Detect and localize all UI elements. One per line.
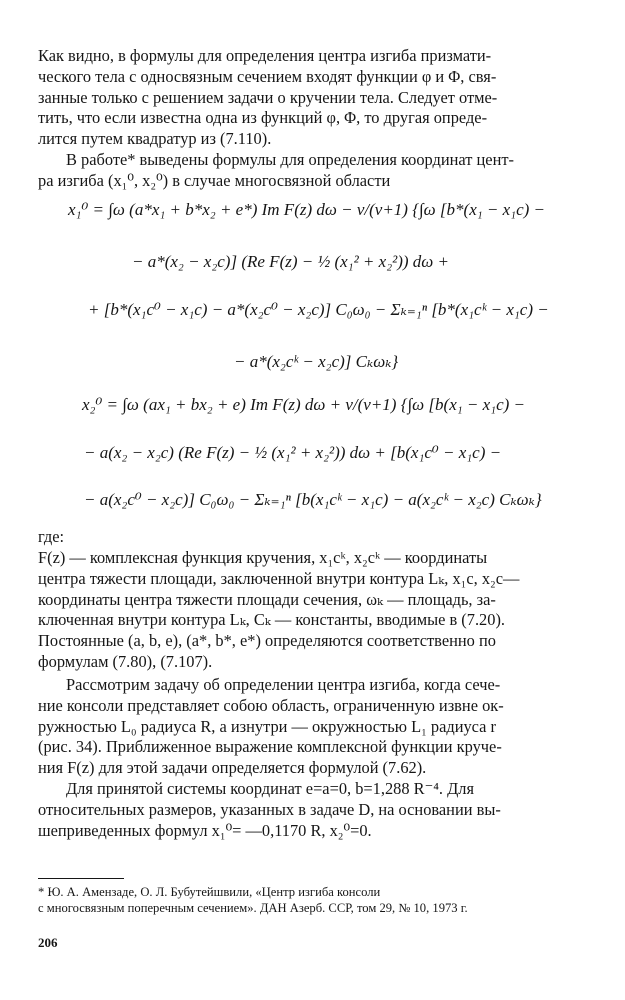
where-label: где: bbox=[38, 527, 65, 546]
text-line: (рис. 34). Приближенное выражение комплексной функции круче- bbox=[38, 737, 502, 757]
paragraph-1 bbox=[38, 46, 587, 150]
equation-x2-line-2: − a(x₂ − x₂c) (Re F(z) − ½ (x₁² + x₂²)) dω + [b(x₁c⁰ − x₁c) − bbox=[84, 443, 502, 462]
text-line: формулам (7.80), (7.107). bbox=[38, 651, 213, 671]
text-line: ческого тела с односвязным сечением входят функции φ и Φ, свя- bbox=[38, 66, 497, 86]
text-line: ключенная внутри контура Lₖ, Cₖ — константы, вводимые в (7.20). bbox=[38, 610, 506, 630]
text-line: ружностью L₀ радиуса R, а изнутри — окружностью L₁ радиуса r bbox=[38, 716, 496, 736]
text-line: ния F(z) для этой задачи определяется формулой (7.62). bbox=[38, 758, 427, 778]
text-line: тить, что если известна одна из функций φ, Φ, то другая опреде- bbox=[38, 108, 488, 128]
paragraph-4 bbox=[38, 675, 587, 779]
paragraph-2 bbox=[38, 150, 587, 192]
text-line: координаты центра тяжести площади сечения, ωₖ — площадь, за- bbox=[38, 589, 496, 609]
equation-x1-line-4: − a*(x₂cᵏ − x₂c)] Cₖωₖ} bbox=[234, 352, 399, 371]
text-line: шеприведенных формул x₁⁰= —0,1170 R, x₂⁰=0. bbox=[38, 820, 372, 840]
text-line: относительных размеров, указанных в задаче D, на основании вы- bbox=[38, 799, 501, 819]
text-line: занные только с решением задачи о кручении тела. Следует отме- bbox=[38, 87, 498, 107]
paragraph-3 bbox=[38, 548, 587, 673]
text-line: ра изгиба (x₁⁰, x₂⁰) в случае многосвязной области bbox=[38, 170, 391, 190]
footnote-line: с многосвязным поперечным сечением». ДАН Азерб. ССР, том 29, № 10, 1973 г. bbox=[38, 901, 468, 915]
footnote-divider bbox=[38, 878, 124, 879]
equation-x1-line-2: − a*(x₂ − x₂c)] (Re F(z) − ½ (x₁² + x₂²)) dω + bbox=[132, 252, 450, 271]
page-number: 206 bbox=[38, 935, 58, 950]
equation-x2-line-1: x₂⁰ = ∫ω (ax₁ + bx₂ + e) Im F(z) dω + ν/(ν+1) {∫ω [b(x₁ − x₁c) − bbox=[82, 395, 526, 414]
equation-x1-line-1: x₁⁰ = ∫ω (a*x₁ + b*x₂ + e*) Im F(z) dω − ν/(ν+1) {∫ω [b*(x₁ − x₁c) − bbox=[68, 200, 546, 219]
text-line: ние консоли представляет собою область, ограниченную извне ок- bbox=[38, 695, 504, 715]
equation-x1-line-3: + [b*(x₁c⁰ − x₁c) − a*(x₂c⁰ − x₂c)] C₀ω₀ − Σₖ₌₁ⁿ [b*(x₁cᵏ − x₁c) − bbox=[88, 300, 549, 319]
text-line: Для принятой системы координат e=a=0, b=1,288 R⁻⁴. Для bbox=[66, 779, 475, 798]
text-line: Рассмотрим задачу об определении центра изгиба, когда сече- bbox=[66, 675, 501, 694]
text-line: F(z) — комплексная функция кручения, x₁cᵏ, x₂cᵏ — координаты bbox=[38, 548, 488, 567]
footnote bbox=[38, 884, 587, 916]
text-line: центра тяжести площади, заключенной внутри контура Lₖ, x₁c, x₂c— bbox=[38, 568, 520, 588]
footnote-line: * Ю. А. Амензаде, О. Л. Бубутейшвили, «Центр изгиба консоли bbox=[38, 885, 381, 899]
text-line: В работе* выведены формулы для определения координат цент- bbox=[66, 150, 514, 169]
paragraph-5 bbox=[38, 779, 587, 841]
text-line: Как видно, в формулы для определения центра изгиба призмати- bbox=[38, 46, 492, 65]
text-line: лится путем квадратур из (7.110). bbox=[38, 129, 272, 149]
text-line: Постоянные (a, b, e), (a*, b*, e*) определяются соответственно по bbox=[38, 631, 496, 651]
equation-x2-line-3: − a(x₂c⁰ − x₂c)] C₀ω₀ − Σₖ₌₁ⁿ [b(x₁cᵏ − x₁c) − a(x₂cᵏ − x₂c) Cₖωₖ} bbox=[84, 490, 542, 509]
